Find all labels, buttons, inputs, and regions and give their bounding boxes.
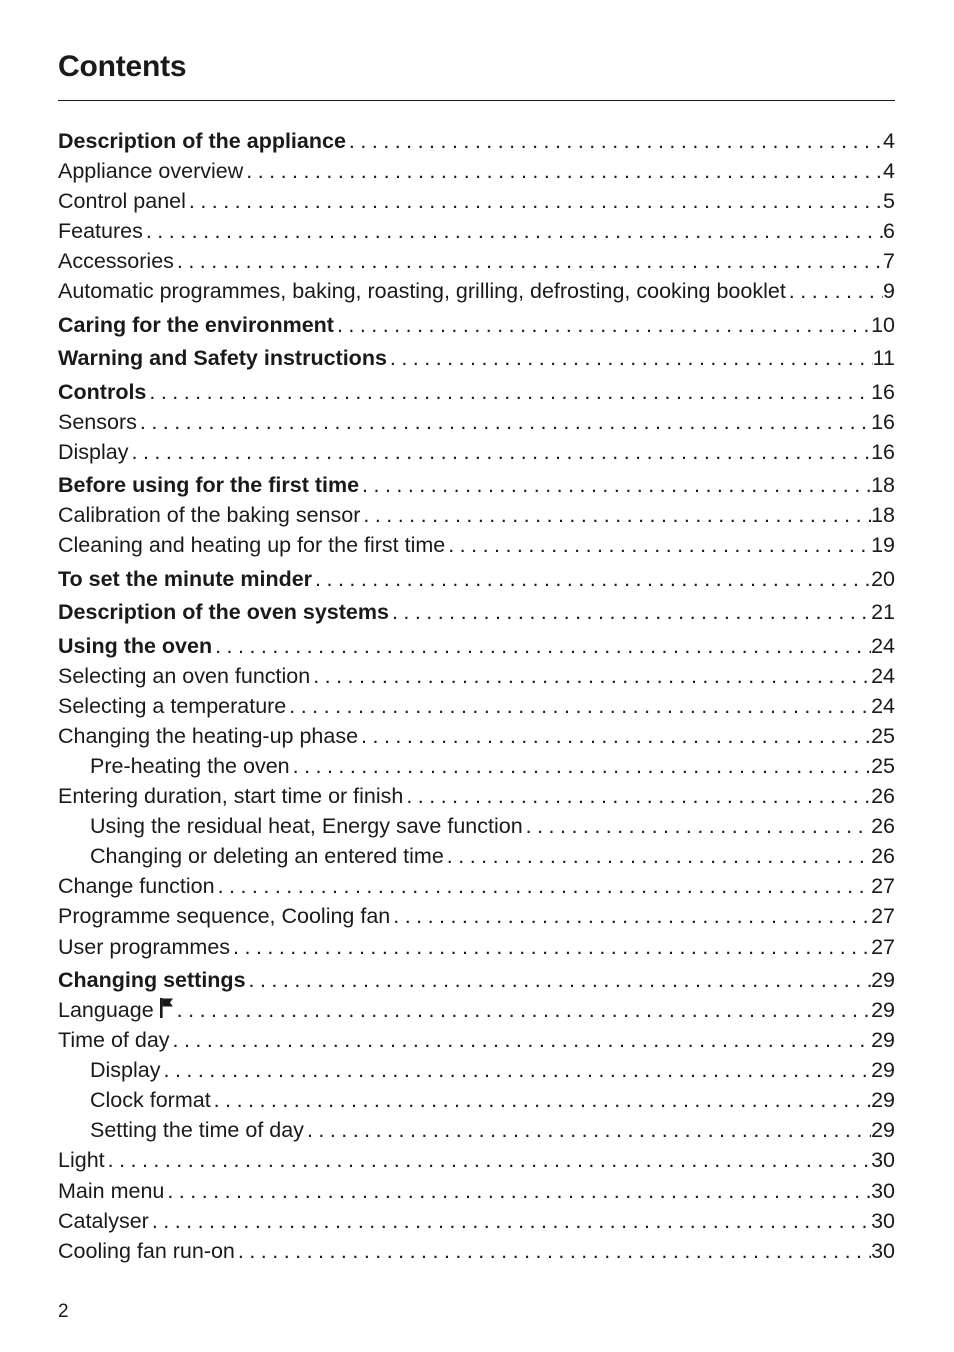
toc-dot-leader bbox=[290, 751, 871, 781]
toc-page-number: 25 bbox=[871, 723, 895, 748]
toc-entry-label bbox=[58, 751, 290, 781]
toc-entry-label bbox=[58, 691, 286, 721]
toc-entry[interactable] bbox=[58, 721, 895, 751]
toc-page-number: 7 bbox=[883, 249, 895, 274]
toc-dot-leader bbox=[186, 186, 883, 216]
toc-dot-leader bbox=[243, 156, 883, 186]
toc-page-number: 19 bbox=[871, 533, 895, 558]
toc-page-number: 27 bbox=[871, 904, 895, 929]
toc-entry[interactable] bbox=[58, 216, 895, 246]
toc-entry[interactable] bbox=[58, 1025, 895, 1055]
toc-page-number: 11 bbox=[872, 346, 895, 371]
toc-dot-leader bbox=[149, 1206, 871, 1236]
flag-icon bbox=[160, 998, 174, 1018]
toc-entry[interactable] bbox=[58, 377, 895, 407]
toc-dot-leader bbox=[390, 901, 871, 931]
toc-dot-leader bbox=[211, 1085, 871, 1115]
toc-entry-label bbox=[58, 901, 390, 931]
toc-entry-label bbox=[58, 1025, 170, 1055]
toc-page-number: 26 bbox=[871, 844, 895, 869]
toc-entry-label bbox=[58, 871, 215, 901]
toc-entry[interactable] bbox=[58, 751, 895, 781]
toc-page-number: 21 bbox=[871, 600, 895, 625]
toc-dot-leader bbox=[174, 995, 871, 1025]
toc-entry-label bbox=[58, 407, 137, 437]
toc-entry-label bbox=[58, 564, 312, 594]
toc-entry-label bbox=[58, 841, 444, 871]
toc-entry-label bbox=[58, 377, 146, 407]
toc-entry-label bbox=[58, 276, 786, 306]
toc-page-number: 18 bbox=[871, 473, 895, 498]
toc-entry-text: Changing settings bbox=[58, 967, 246, 992]
toc-entry-text: Before using for the first time bbox=[58, 473, 360, 498]
toc-entry-label bbox=[58, 597, 389, 627]
toc-dot-leader bbox=[235, 1236, 871, 1266]
toc-entry-label bbox=[58, 1236, 235, 1266]
toc-dot-leader bbox=[334, 310, 871, 340]
toc-entry-label bbox=[58, 965, 246, 995]
toc-page-number: 24 bbox=[871, 633, 895, 658]
toc-entry-label bbox=[58, 500, 360, 530]
toc-entry-label bbox=[58, 530, 445, 560]
toc-entry-label bbox=[58, 156, 243, 186]
toc-page-number: 27 bbox=[871, 874, 895, 899]
page-number: 2 bbox=[58, 1301, 69, 1322]
toc-entry-text: Setting the time of day bbox=[90, 1118, 304, 1143]
toc-entry-text: Changing the heating-up phase bbox=[58, 723, 359, 748]
toc-dot-leader bbox=[174, 246, 883, 276]
toc-entry[interactable] bbox=[58, 811, 895, 841]
toc-page-number: 16 bbox=[871, 439, 895, 464]
toc-dot-leader bbox=[786, 276, 883, 306]
toc-entry[interactable] bbox=[58, 1145, 895, 1175]
toc-dot-leader bbox=[358, 721, 871, 751]
toc-dot-leader bbox=[346, 126, 883, 156]
toc-entry-text: Sensors bbox=[58, 409, 137, 434]
toc-entry[interactable] bbox=[58, 1115, 895, 1145]
toc-entry-text: Clock format bbox=[90, 1088, 211, 1113]
toc-entry-text: Features bbox=[58, 219, 143, 244]
toc-entry-label bbox=[58, 246, 174, 276]
toc-dot-leader bbox=[360, 500, 871, 530]
toc-dot-leader bbox=[164, 1176, 871, 1206]
toc-entry-text: Language bbox=[58, 998, 154, 1022]
toc-entry-label bbox=[58, 661, 310, 691]
toc-entry-label bbox=[58, 781, 403, 811]
toc-entry-label bbox=[58, 631, 212, 661]
toc-entry[interactable] bbox=[58, 995, 895, 1025]
toc-entry-label bbox=[58, 1206, 149, 1236]
toc-dot-leader bbox=[403, 781, 871, 811]
toc-entry[interactable] bbox=[58, 781, 895, 811]
toc-dot-leader bbox=[137, 407, 871, 437]
toc-page-number: 29 bbox=[871, 1088, 895, 1113]
toc-entry-label bbox=[58, 1115, 304, 1145]
toc-entry-label bbox=[58, 1145, 105, 1175]
toc-dot-leader bbox=[312, 564, 871, 594]
toc-entry[interactable] bbox=[58, 530, 895, 560]
toc-entry-text: Control panel bbox=[58, 189, 186, 214]
toc-entry-text: Display bbox=[90, 1058, 161, 1083]
toc-dot-leader bbox=[212, 631, 871, 661]
toc-page-number: 4 bbox=[883, 129, 895, 153]
toc-entry[interactable] bbox=[58, 1206, 895, 1236]
toc-entry[interactable] bbox=[58, 343, 895, 373]
toc-entry-text: Controls bbox=[58, 379, 147, 404]
toc-entry[interactable] bbox=[58, 126, 895, 156]
toc-entry-label bbox=[58, 721, 358, 751]
toc-entry-text: Selecting a temperature bbox=[58, 693, 287, 718]
toc-page-number: 30 bbox=[871, 1178, 895, 1203]
toc-entry[interactable] bbox=[58, 407, 895, 437]
toc-entry-text: Changing or deleting an entered time bbox=[90, 844, 444, 869]
toc-entry[interactable] bbox=[58, 691, 895, 721]
toc-dot-leader bbox=[359, 470, 871, 500]
toc-entry-label bbox=[58, 216, 143, 246]
toc-entry-text: Using the residual heat, Energy save function bbox=[90, 814, 523, 839]
toc-entry-text: Caring for the environment bbox=[58, 312, 334, 337]
toc-dot-leader bbox=[170, 1025, 872, 1055]
toc-dot-leader bbox=[215, 871, 871, 901]
toc-dot-leader bbox=[129, 437, 872, 467]
toc-entry-text: Selecting an oven function bbox=[58, 663, 311, 688]
toc-entry-text: Entering duration, start time or finish bbox=[58, 784, 404, 809]
toc-dot-leader bbox=[246, 965, 872, 995]
toc-page-number: 9 bbox=[883, 279, 895, 304]
toc-entry-text: Pre-heating the oven bbox=[90, 753, 290, 778]
toc-entry-label bbox=[58, 343, 387, 373]
table-of-contents bbox=[58, 126, 895, 1266]
toc-entry-text: Description of the appliance bbox=[58, 129, 346, 153]
toc-entry-label bbox=[58, 811, 523, 841]
toc-page-number: 4 bbox=[883, 159, 895, 184]
toc-entry-text: Programme sequence, Cooling fan bbox=[58, 904, 391, 929]
toc-entry[interactable] bbox=[58, 186, 895, 216]
toc-entry-text: Main menu bbox=[58, 1178, 165, 1203]
toc-entry-text: Time of day bbox=[58, 1028, 170, 1053]
toc-entry-text: Appliance overview bbox=[58, 159, 244, 184]
toc-entry[interactable] bbox=[58, 1236, 895, 1266]
toc-page-number: 30 bbox=[871, 1238, 895, 1263]
toc-entry-label bbox=[58, 1176, 164, 1206]
toc-dot-leader bbox=[523, 811, 871, 841]
toc-entry[interactable] bbox=[58, 500, 895, 530]
toc-page-number: 24 bbox=[871, 693, 895, 718]
toc-page-number: 6 bbox=[883, 219, 895, 244]
toc-entry-label bbox=[58, 1085, 211, 1115]
toc-entry[interactable] bbox=[58, 156, 895, 186]
toc-entry[interactable] bbox=[58, 1085, 895, 1115]
toc-entry-label bbox=[58, 186, 186, 216]
toc-page-number: 29 bbox=[871, 998, 895, 1022]
toc-dot-leader bbox=[304, 1115, 871, 1145]
toc-page-number: 29 bbox=[871, 1028, 895, 1053]
toc-entry-label bbox=[58, 437, 129, 467]
toc-entry[interactable] bbox=[58, 246, 895, 276]
toc-entry[interactable] bbox=[58, 276, 895, 306]
toc-entry-label bbox=[58, 310, 334, 340]
toc-dot-leader bbox=[389, 597, 871, 627]
toc-entry[interactable] bbox=[58, 932, 895, 962]
toc-dot-leader bbox=[143, 216, 883, 246]
toc-entry[interactable] bbox=[58, 841, 895, 871]
toc-entry[interactable] bbox=[58, 661, 895, 691]
toc-entry-text: Automatic programmes, baking, roasting, grilling, defrosting, cooking booklet bbox=[58, 279, 786, 304]
toc-dot-leader bbox=[444, 841, 871, 871]
toc-dot-leader bbox=[230, 932, 871, 962]
toc-entry[interactable] bbox=[58, 564, 895, 594]
toc-dot-leader bbox=[105, 1145, 871, 1175]
toc-entry[interactable] bbox=[58, 901, 895, 931]
toc-entry-text: To set the minute minder bbox=[58, 566, 313, 591]
toc-entry[interactable] bbox=[58, 965, 895, 995]
toc-entry[interactable] bbox=[58, 631, 895, 661]
toc-entry-label bbox=[58, 995, 174, 1025]
toc-entry-text: Cleaning and heating up for the first time bbox=[58, 533, 446, 558]
toc-page-number: 29 bbox=[871, 1118, 895, 1143]
toc-page-number: 16 bbox=[871, 409, 895, 434]
toc-dot-leader bbox=[310, 661, 871, 691]
toc-page-number: 5 bbox=[883, 189, 895, 214]
toc-page-number: 26 bbox=[871, 784, 895, 809]
toc-entry-text: Light bbox=[58, 1148, 105, 1173]
toc-entry-label bbox=[58, 932, 230, 962]
toc-page-number: 24 bbox=[871, 663, 895, 688]
toc-page-number: 27 bbox=[871, 934, 895, 959]
toc-entry-label bbox=[58, 1055, 161, 1085]
toc-entry-text: Warning and Safety instructions bbox=[58, 346, 387, 371]
toc-page-number: 29 bbox=[871, 1058, 895, 1083]
toc-entry[interactable] bbox=[58, 1055, 895, 1085]
toc-entry-label bbox=[58, 470, 359, 500]
toc-dot-leader bbox=[146, 377, 871, 407]
toc-entry-text: Cooling fan run-on bbox=[58, 1238, 235, 1263]
toc-entry-label bbox=[58, 126, 346, 156]
toc-page-number: 18 bbox=[871, 503, 895, 528]
toc-entry[interactable] bbox=[58, 871, 895, 901]
toc-page-number: 25 bbox=[871, 753, 895, 778]
toc-dot-leader bbox=[445, 530, 871, 560]
toc-page-number: 30 bbox=[871, 1208, 895, 1233]
page-title: Contents bbox=[58, 50, 187, 83]
toc-entry-text: Display bbox=[58, 439, 129, 464]
toc-entry[interactable] bbox=[58, 437, 895, 467]
toc-dot-leader bbox=[387, 343, 873, 373]
title-divider bbox=[58, 100, 895, 101]
toc-entry-text: Accessories bbox=[58, 249, 174, 274]
toc-entry-text: Calibration of the baking sensor bbox=[58, 503, 361, 528]
toc-page-number: 10 bbox=[871, 312, 895, 337]
toc-entry-text: User programmes bbox=[58, 934, 231, 959]
toc-entry[interactable] bbox=[58, 310, 895, 340]
toc-entry[interactable] bbox=[58, 470, 895, 500]
toc-page-number: 26 bbox=[871, 814, 895, 839]
toc-entry[interactable] bbox=[58, 597, 895, 627]
toc-entry-text: Change function bbox=[58, 874, 215, 899]
toc-dot-leader bbox=[161, 1055, 872, 1085]
toc-page-number: 30 bbox=[871, 1148, 895, 1173]
toc-entry-text: Description of the oven systems bbox=[58, 600, 389, 625]
toc-page-number: 16 bbox=[871, 379, 895, 404]
toc-entry[interactable] bbox=[58, 1176, 895, 1206]
toc-entry-text: Using the oven bbox=[58, 633, 213, 658]
toc-page-number: 29 bbox=[871, 967, 895, 992]
toc-dot-leader bbox=[286, 691, 871, 721]
toc-entry-text: Catalyser bbox=[58, 1208, 149, 1233]
toc-page-number: 20 bbox=[871, 566, 895, 591]
